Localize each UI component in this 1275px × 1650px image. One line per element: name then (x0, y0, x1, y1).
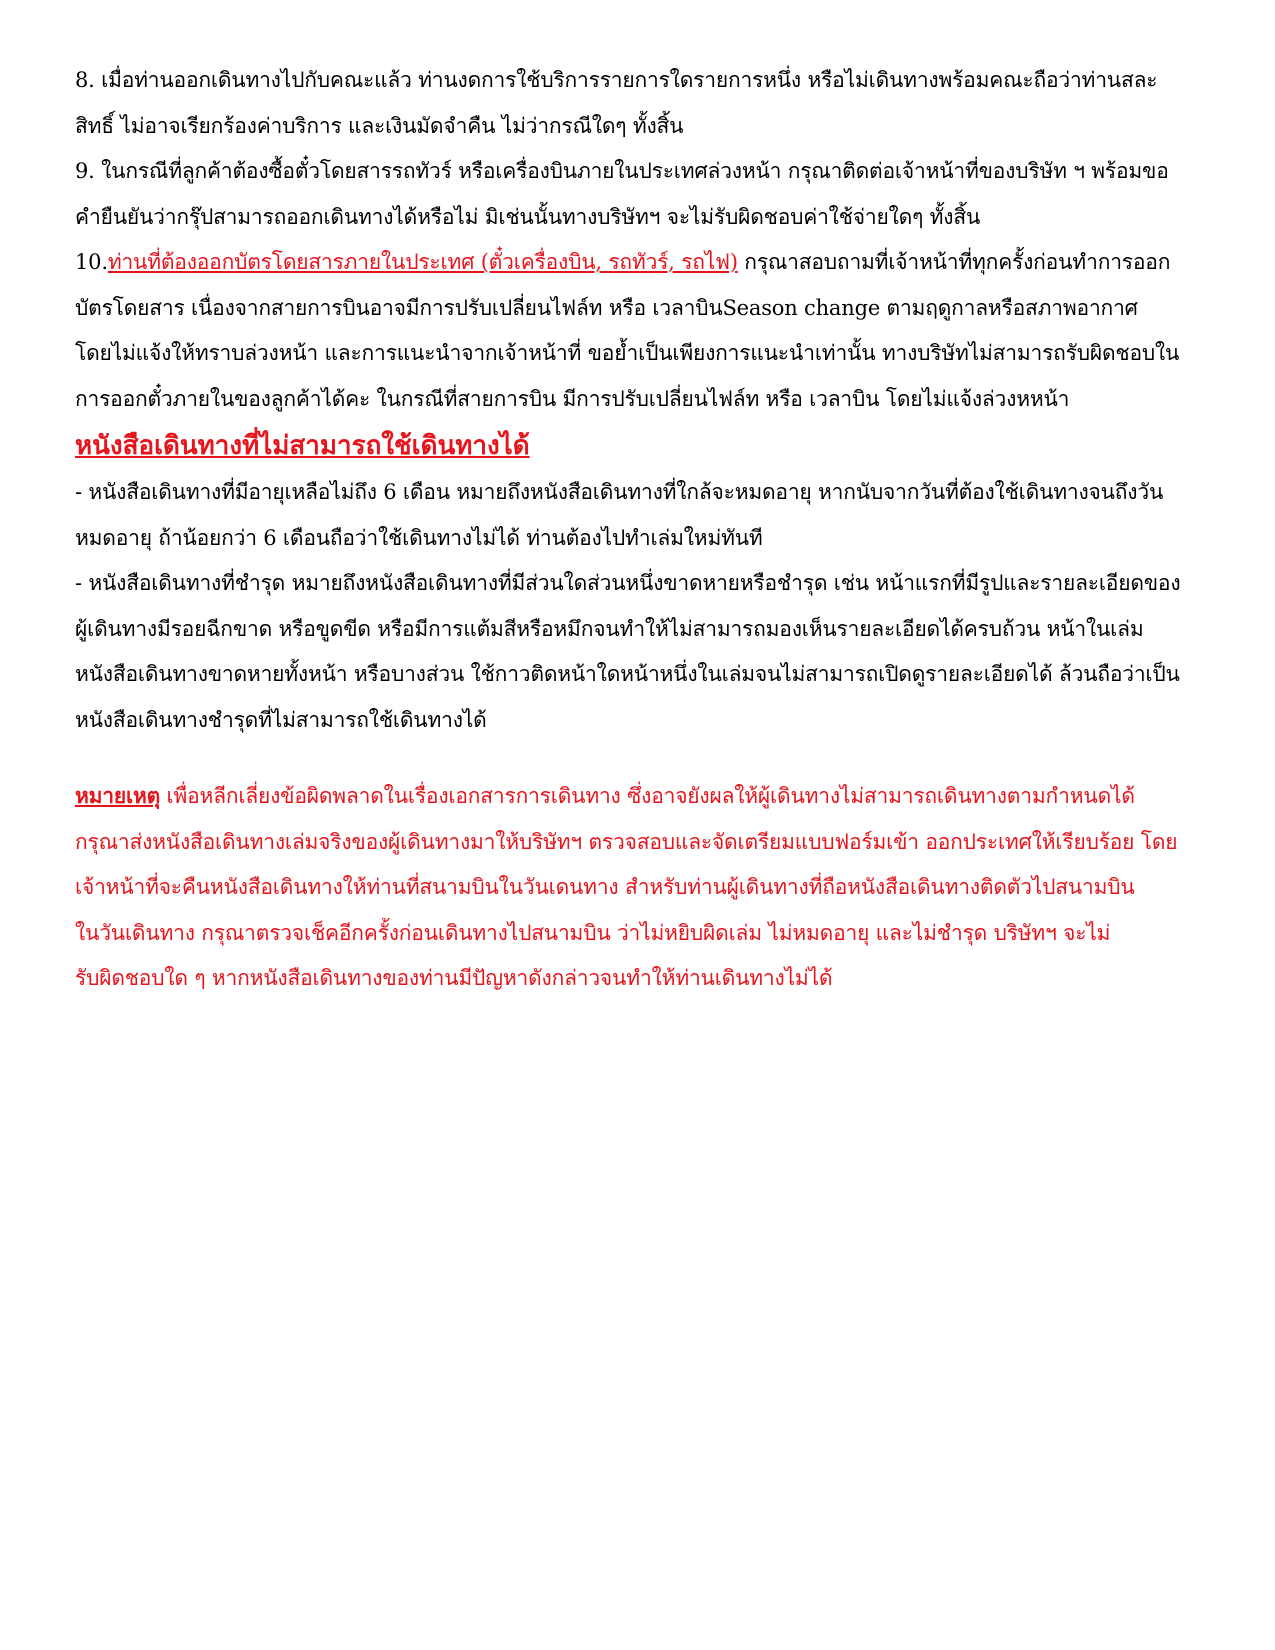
passport-para-2-line-1: - หนังสือเดินทางที่ชำรุด หมายถึงหนังสือเดินทางที่มีส่วนใดส่วนหนึ่งขาดหายหรือชำรุด เช่น หน้าแรกที่มีรูปและรายละเอียดของ (75, 571, 1181, 595)
item-8-line-2: สิทธิ์ ไม่อาจเรียกร้องค่าบริการ และเงินมัดจำคืน ไม่ว่ากรณีใดๆ ทั้งสิ้น (75, 113, 684, 138)
remark-line-2: กรุณาส่งหนังสือเดินทางเล่มจริงของผู้เดินทางมาให้บริษัทฯ ตรวจสอบและจัดเตรียมแบบฟอร์มเข้า ออกประเทศให้เรียบร้อย โดย (75, 829, 1178, 854)
passport-para-1-line-1: - หนังสือเดินทางที่มีอายุเหลือไม่ถึง 6 เดือน หมายถึงหนังสือเดินทางที่ใกล้จะหมดอายุ หากนับจากวันที่ต้องใช้เดินทางจนถึงวัน (75, 480, 1164, 504)
passport-para-2-line-4: หนังสือเดินทางชำรุดที่ไม่สามารถใช้เดินทางได้ (75, 707, 487, 732)
item-10-line-1 (75, 240, 1205, 286)
remark-section (75, 773, 1205, 1002)
item-8-line-1: 8. เมื่อท่านออกเดินทางไปกับคณะแล้ว ท่านงดการใช้บริการรายการใดรายการหนึ่ง หรือไม่เดินทางพร้อมคณะถือว่าท่านสละ (75, 68, 1158, 92)
document-page (75, 58, 1205, 1002)
remark-line-4: ในวันเดินทาง กรุณาตรวจเช็คอีกครั้งก่อนเดินทางไปสนามบิน ว่าไม่หยิบผิดเล่ม ไม่หมดอายุ และไม่ชำรุด บริษัทฯ จะไม่ (75, 920, 1111, 945)
remark-line-1 (75, 773, 1205, 820)
item-10 (75, 240, 1205, 422)
item-9 (75, 149, 1205, 240)
item-10-number: 10. (75, 250, 108, 274)
item-10-line-4: การออกตั๋วภายในของลูกค้าได้คะ ในกรณีที่สายการบิน มีการปรับเปลี่ยนไฟล์ท หรือ เวลาบิน โดยไม่แจ้งล่วงหหน้า (75, 386, 1070, 411)
item-10-line-1-rest: กรุณาสอบถามที่เจ้าหน้าที่ทุกครั้งก่อนทำการออก (737, 250, 1171, 274)
passport-para-2-line-3: หนังสือเดินทางขาดหายทั้งหน้า หรือบางส่วน ใช้กาวติดหน้าใดหน้าหนึ่งในเล่มจนไม่สามารถเปิดดูรายละเอียดได้ ล้วนถือว่าเป็น (75, 662, 1180, 686)
item-9-line-2: คำยืนยันว่ากรุ๊ปสามารถออกเดินทางได้หรือไม่ มิเช่นนั้นทางบริษัทฯ จะไม่รับผิดชอบค่าใช้จ่ายใดๆ ทั้งสิ้น (75, 204, 981, 229)
section-spacer (75, 743, 1205, 773)
item-10-line-2: บัตรโดยสาร เนื่องจากสายการบินอาจมีการปรับเปลี่ยนไฟล์ท หรือ เวลาบินSeason change ตามฤดูกาลหรือสภาพอากาศ (75, 295, 1138, 320)
passport-section (75, 422, 1205, 743)
passport-section-heading: หนังสือเดินทางที่ไม่สามารถใช้เดินทางได้ (75, 431, 530, 461)
item-10-line-3: โดยไม่แจ้งให้ทราบล่วงหน้า และการแนะนำจากเจ้าหน้าที่ ขอย้ำเป็นเพียงการแนะนำเท่านั้น ทางบริษัทไม่สามารถรับผิดชอบใน (75, 341, 1180, 365)
remark-line-5: รับผิดชอบใด ๆ หากหนังสือเดินทางของท่านมีปัญหาดังกล่าวจนทำให้ท่านเดินทางไม่ได้ (75, 966, 833, 990)
remark-line-1-rest: เพื่อหลีกเลี่ยงข้อผิดพลาดในเรื่องเอกสารการเดินทาง ซึ่งอาจยังผลให้ผู้เดินทางไม่สามารถเดินทางตามกำหนดได้ (160, 784, 1135, 808)
remark-label: หมายเหตุ (75, 783, 161, 808)
passport-para-1-line-2: หมดอายุ ถ้าน้อยกว่า 6 เดือนถือว่าใช้เดินทางไม่ได้ ท่านต้องไปทำเล่มใหม่ทันที (75, 525, 763, 550)
item-10-highlight: ท่านที่ต้องออกบัตรโดยสารภายในประเทศ (ตั๋วเครื่องบิน, รถทัวร์, รถไฟ) (107, 250, 738, 274)
item-8 (75, 58, 1205, 149)
passport-para-2-line-2: ผู้เดินทางมีรอยฉีกขาด หรือขูดขีด หรือมีการแต้มสีหรือหมึกจนทำให้ไม่สามารถมองเห็นรายละเอียดได้ครบถ้วน หน้าในเล่ม (75, 616, 1144, 641)
remark-line-3: เจ้าหน้าที่จะคืนหนังสือเดินทางให้ท่านที่สนามบินในวันเดนทาง สำหรับท่านผู้เดินทางที่ถือหนังสือเดินทางติดตัวไปสนามบิน (75, 875, 1135, 899)
item-9-line-1: 9. ในกรณีที่ลูกค้าต้องซื้อตั๋วโดยสารรถทัวร์ หรือเครื่องบินภายในประเทศล่วงหน้า กรุณาติดต่อเจ้าหน้าที่ของบริษัท ฯ พร้อมขอ (75, 159, 1169, 183)
